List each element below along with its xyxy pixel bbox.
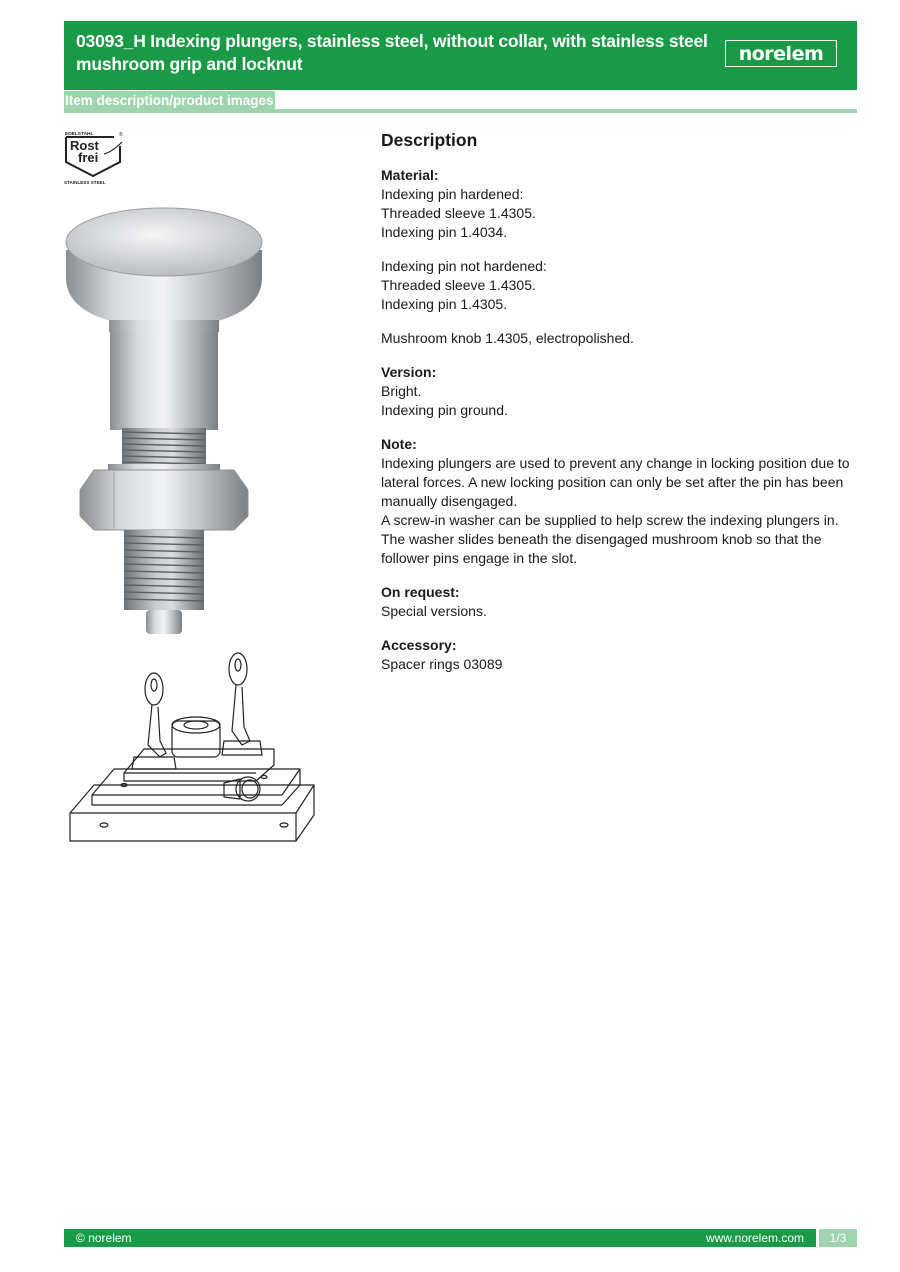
indexing-plunger-image (64, 200, 264, 640)
note-paragraph: Indexing plungers are used to prevent any change in locking position due to lateral forces. A new locking position can only be set after the pin has been manually disengaged. (381, 455, 850, 509)
section-tab: Item description/product images (65, 93, 274, 108)
mushroom-block (381, 329, 851, 348)
accessory-block (381, 636, 851, 674)
request-label: On request: (381, 584, 460, 600)
material-line: Threaded sleeve 1.4305. (381, 205, 536, 221)
version-label: Version: (381, 364, 437, 380)
request-block (381, 583, 851, 621)
header-bar (64, 21, 857, 90)
version-line: Bright. (381, 383, 422, 399)
material-block-not-hardened (381, 257, 851, 314)
accessory-text: Spacer rings 03089 (381, 656, 503, 672)
mushroom-text: Mushroom knob 1.4305, electropolished. (381, 330, 634, 346)
material-line: Indexing pin not hardened: (381, 258, 547, 274)
material-line: Indexing pin hardened: (381, 186, 524, 202)
material-line: Indexing pin 1.4305. (381, 296, 508, 312)
badge-line1: Rost (70, 138, 99, 153)
description-section (381, 128, 851, 689)
badge-line2: frei (78, 150, 99, 165)
badge-top-text: EDELSTAHL (65, 132, 94, 137)
section-divider (64, 109, 857, 113)
note-paragraph: A screw-in washer can be supplied to help screw the indexing plungers in. The washer slides beneath the disengaged mushroom knob so that the follower pins engage in the slot. (381, 512, 839, 566)
page-title: 03093_H Indexing plungers, stainless steel, without collar, with stainless steel mushroom grip and locknut (76, 31, 708, 74)
note-label: Note: (381, 436, 417, 452)
norelem-logo (725, 40, 837, 67)
material-line: Indexing pin 1.4034. (381, 224, 508, 240)
application-drawing (64, 645, 319, 855)
stainless-steel-badge (64, 130, 128, 186)
badge-bottom-text: STAINLESS STEEL (64, 180, 106, 185)
request-text: Special versions. (381, 603, 487, 619)
version-line: Indexing pin ground. (381, 402, 508, 418)
footer-bar (64, 1229, 816, 1247)
version-block (381, 363, 851, 420)
note-block (381, 435, 851, 568)
badge-mark: ® (119, 132, 123, 138)
page-number: 1/3 (819, 1229, 857, 1247)
footer-copyright: © norelem (76, 1231, 132, 1245)
logo-text: norelem (738, 42, 824, 65)
description-heading: Description (381, 130, 478, 150)
material-line: Threaded sleeve 1.4305. (381, 277, 536, 293)
footer-website-link[interactable]: www.norelem.com (705, 1231, 804, 1245)
material-block (381, 166, 851, 242)
accessory-label: Accessory: (381, 637, 457, 653)
material-label: Material: (381, 167, 439, 183)
